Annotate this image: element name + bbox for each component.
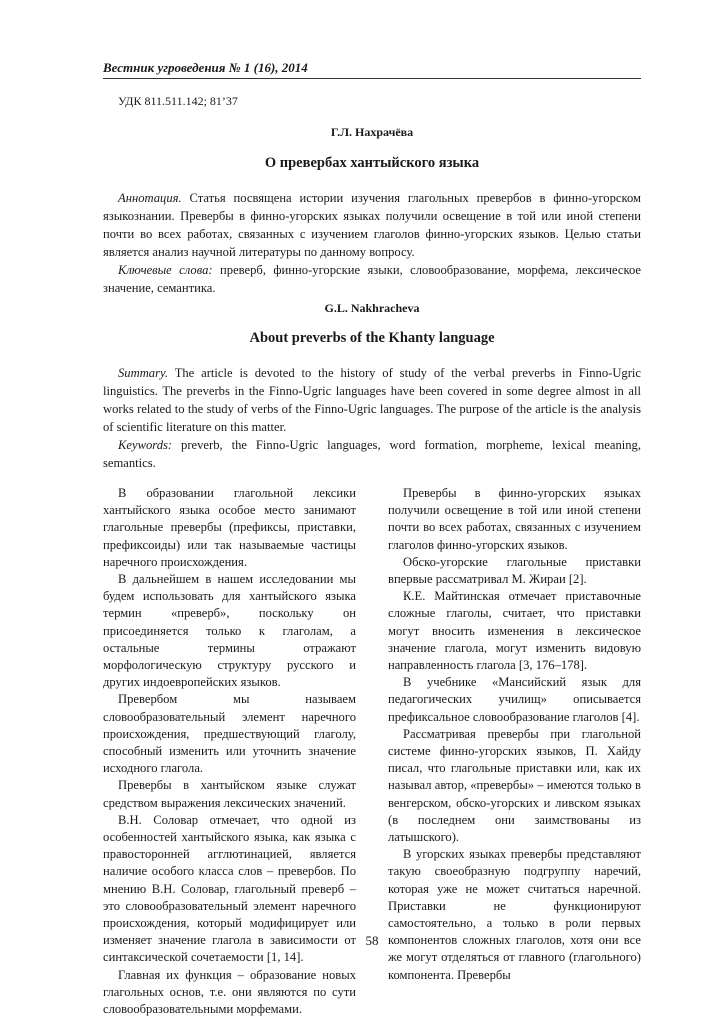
summary-label: Summary. [118, 366, 169, 380]
title-ru: О превербах хантыйского языка [264, 155, 480, 171]
body-paragraph: Превербы в хантыйском языке служат средством выражения лексических значений. [103, 778, 356, 810]
abstract-en [103, 364, 641, 472]
body-paragraph: Превербом мы называем словообразовательный элемент наречного происхождения, предшествующий глаголу, способный изменить или уточнить значение исходного глагола. [103, 692, 356, 776]
body-paragraph: Превербы в финно-угорских языках получили освещение в той или иной степени почти во всех работах, связанных с изучением глаголов финно-угорских языков. [388, 486, 641, 552]
annotation-label: Аннотация. [118, 191, 182, 205]
keywords-en-paragraph [103, 436, 641, 472]
keywords-ru-label: Ключевые слова: [118, 263, 213, 277]
body-paragraph: В образовании глагольной лексики хантыйского языка особое место занимают глагольные превербы (префиксы, приставки, префиксоиды) или так называемые частицы наречного происхождения. [103, 486, 356, 569]
keywords-ru-paragraph [103, 261, 641, 297]
journal-header: Вестник угроведения № 1 (16), 2014 [103, 60, 308, 75]
summary-paragraph [103, 364, 641, 436]
body-paragraph: В.Н. Соловар отмечает, что одной из особенностей хантыйского языка, как языка с правосторонней агглютинацией, является наличие особого класса слов – превербов. По мнению В.Н. Соловар, глагольный преверб – это словообразовательный элемент наречного происхождения, который модифицирует или изменяет значение глагола в зависимости от синтаксической сочетаемости [1, 14]. [103, 812, 356, 965]
body-paragraph: В угорских языках превербы представляют такую своеобразную подгруппу наречий, которая уже не может считаться наречной. Приставки не функционируют самостоятельно, а только в роли первых компонентов сложных глаголов, хотя они все же могут отделяться от главного (глагольного) компонента. Превербы [388, 847, 641, 982]
body-paragraph: Рассматривая превербы при глагольной системе финно-угорских языков, П. Хайду писал, что глагольные приставки или, как их называл автор, «превербы» – имеются только в венгерском, обско-угорских и ливском языках (в последнем они заимствованы из латышского). [388, 726, 641, 845]
summary-text: The article is devoted to the history of study of the verbal preverbs in Finno-Ugric linguistics. The preverbs in the Finno-Ugric languages have been covered in some degree almost in all works related to the study of verbs of the Finno-Ugric languages. The purpose of the article is the analysis of scientific literature on this matter. [103, 366, 641, 434]
keywords-en-label: Keywords: [118, 438, 173, 452]
keywords-ru-text: преверб, финно-угорские языки, словообразование, морфема, лексическое значение, семантика. [103, 263, 641, 295]
body-paragraph: В учебнике «Мансийский язык для педагогических училищ» описывается префиксальное словообразование глаголов [4]. [388, 675, 641, 724]
udk-code: УДК 811.511.142; 81’37 [118, 94, 238, 108]
body-paragraph: В дальнейшем в нашем исследовании мы будем использовать для хантыйского языка термин «преверб», поскольку он присоединяется только к глаголам, а остальные термины отражают морфологическую структуру русского и других индоевропейских языков. [103, 572, 356, 690]
header-rule [103, 78, 641, 79]
page-number: 58 [365, 933, 379, 948]
annotation-paragraph [103, 189, 641, 261]
body-column-right [388, 485, 641, 984]
keywords-en-text: preverb, the Finno-Ugric languages, word formation, morpheme, lexical meaning, semantics. [103, 438, 642, 470]
author-en: G.L. Nakhracheva [324, 301, 420, 315]
body-paragraph: Обско-угорские глагольные приставки впервые рассматривал М. Жираи [2]. [388, 554, 641, 587]
title-en: About preverbs of the Khanty language [249, 330, 495, 346]
annotation-text: Статья посвящена истории изучения глагольных превербов в финно-угорском языкознании. Превербы в финно-угорских языках получили освещение в той или иной степени почти во всех работах, связанных с изучением глаголов финно-угорских языков. Целью статьи является анализ научной литературы по данному вопросу. [103, 191, 641, 259]
body-paragraph: К.Е. Майтинская отмечает приставочные сложные глаголы, считает, что приставки могут вносить изменения в лексическое значение глагола, могут изменить видовую направленность глагола [3, 176–178]. [388, 589, 641, 673]
author-ru: Г.Л. Нахрачёва [330, 125, 414, 139]
abstract-ru [103, 189, 641, 297]
body-paragraph: Главная их функция – образование новых глагольных основ, т.е. они являются по сути словообразовательными морфемами. [103, 967, 356, 1017]
